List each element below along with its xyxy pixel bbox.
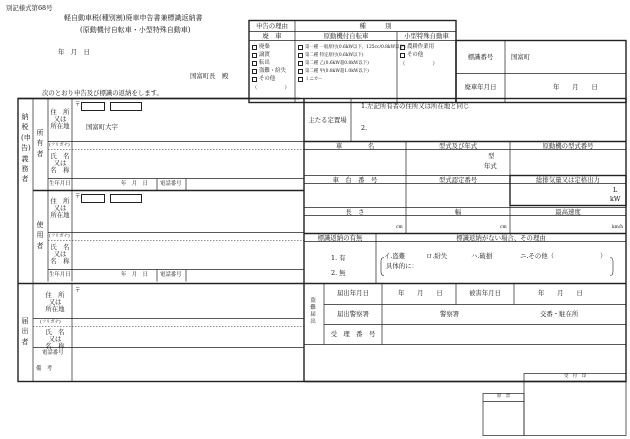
reporter-phone-label: 電話番号	[42, 350, 64, 356]
owner-name-label: 氏 名 又は 名 称	[50, 152, 70, 174]
reporter-address-label: 住 所 又は 所在地	[45, 291, 65, 313]
checkbox-genki-2[interactable]	[298, 53, 303, 58]
engine-model-label: 原動機の型式番号	[542, 142, 594, 150]
user-phone-label: 電話番号	[160, 272, 182, 278]
form-title: 軽自動車税(種別割)廃車申告書兼標識返納書	[64, 14, 203, 22]
owner-side-label: 所有者	[36, 129, 44, 158]
speed-label: 最高速度	[555, 208, 581, 216]
storage-option-2[interactable]: 2.	[361, 124, 368, 132]
no-return-reason-label: 標識返納がない場合、その理由	[456, 234, 546, 242]
reason-haiki: 廃棄	[259, 44, 270, 50]
checkbox-kogata-sonota[interactable]	[400, 53, 405, 58]
kogata-label: 小型特殊自動車	[404, 32, 449, 40]
width-unit: cm	[500, 225, 507, 230]
checkbox-minicar[interactable]	[298, 77, 303, 82]
user-zip-first[interactable]	[81, 194, 105, 203]
length-unit: cm	[396, 225, 403, 230]
form-subtitle: (原動機付自転車・小型特殊自動車)	[80, 26, 191, 34]
model-year-label: 型式及び年式	[438, 142, 478, 150]
station-value[interactable]: 交番・駐在所	[540, 310, 579, 318]
return-reason-hason[interactable]: ハ.破損	[471, 252, 493, 260]
unit-kw: kW	[610, 195, 621, 203]
return-reason-tonan[interactable]: イ.盗難	[384, 252, 406, 260]
return-detail-label: 具体的に：	[386, 262, 418, 270]
reason-joto: 譲渡	[259, 52, 270, 58]
addressee: 国富町長 殿	[190, 72, 229, 80]
kind-label: 種 別	[359, 22, 392, 30]
receipt-stamp-label: 受 付 印	[564, 374, 586, 379]
haisha-date-label: 廃車年月日	[464, 83, 497, 91]
checkbox-tonan[interactable]	[252, 69, 257, 74]
checkbox-noko[interactable]	[400, 45, 405, 50]
genki-type-1: 第一種 一般原付(0.6kW以下、125cc/0.8kW以下)	[305, 45, 406, 50]
checkbox-haiki[interactable]	[252, 45, 257, 50]
genki-label: 原動機付自転車	[323, 32, 369, 40]
reporter-name-label: 氏 名 又は 名 称	[45, 328, 65, 350]
owner-address-label: 住 所 又は 所在地	[50, 108, 70, 130]
theft-side-label: 盗難届出	[310, 298, 316, 325]
form-number: 別記様式第68号	[6, 4, 53, 12]
reporter-side-label: 届出者	[21, 317, 29, 346]
storage-option-1[interactable]: 1.左記所有者の住所又は所在地と同じ	[361, 102, 470, 110]
kogata-paren: （ ）	[400, 61, 438, 67]
user-birth-label: 生年月日	[49, 272, 71, 278]
header-date: 年 月 日	[58, 48, 90, 56]
reason-tonan: 盗難・紛失	[259, 68, 286, 74]
frame-number-label: 車 台 番 号	[332, 176, 378, 184]
length-label: 長 さ	[345, 208, 365, 216]
checkbox-genki-1[interactable]	[298, 45, 303, 50]
reporter-furigana-label: (フリガナ)	[40, 320, 61, 325]
model-unit: 型	[488, 152, 495, 160]
plate-label: 標識番号	[467, 53, 494, 61]
reporter-zip-mark: 〒	[75, 288, 81, 294]
user-birth-value[interactable]: 年 月 日	[121, 272, 148, 278]
genki-type-4: 第二種 甲(0.8kW超1.0kW以下)	[305, 69, 369, 74]
cert-number-label: 型式認定番号	[438, 176, 478, 184]
report-date-label: 届出年月日	[337, 289, 369, 297]
return-option-no[interactable]: 2. 無	[331, 269, 346, 277]
storage-label: 主たる定置場	[308, 116, 347, 124]
ledger-label: 原 票	[496, 394, 511, 399]
kogata-type-noko: 農耕作業用	[407, 44, 434, 50]
taxpayer-side-label: 納税(申告)義務者	[21, 113, 31, 184]
checkbox-joto[interactable]	[252, 53, 257, 58]
owner-phone-label: 電話番号	[160, 181, 182, 187]
return-reason-close: ）	[600, 252, 607, 260]
return-label: 標識返納の有無	[317, 234, 363, 242]
unit-l: L	[613, 186, 618, 194]
return-reason-sonota[interactable]: ニ.その他（	[520, 252, 554, 260]
reason-label: 申告の理由	[256, 22, 288, 30]
police-value[interactable]: 警察署	[440, 310, 460, 318]
reason-sonota: その他	[259, 76, 276, 82]
report-date-value[interactable]: 年 月 日	[398, 289, 443, 297]
user-furigana-label: (フリガナ)	[49, 234, 70, 239]
return-option-yes[interactable]: 1. 有	[331, 254, 346, 262]
receipt-number-label: 受 理 番 号	[330, 330, 376, 338]
damage-date-label: 被害年月日	[469, 289, 501, 297]
owner-birth-label: 生年月日	[49, 181, 71, 187]
remarks-label: 備 考	[36, 366, 53, 372]
width-label: 幅	[454, 208, 462, 216]
genki-type-2: 第二種 特定原付(0.6kW以下)	[305, 53, 364, 58]
genki-type-3: 第二種 乙(0.6kW超0.8kW以下)	[305, 61, 369, 66]
haisha-label: 廃 車	[262, 32, 282, 40]
reason-paren: （ ）	[252, 85, 290, 91]
user-side-label: 使用者	[36, 221, 44, 250]
displacement-label: 総排気量又は定格出力	[536, 176, 600, 184]
owner-furigana-label: (フリガナ)	[49, 143, 70, 148]
damage-date-value[interactable]: 年 月 日	[538, 289, 583, 297]
genki-type-minicar: ミニカー	[305, 77, 323, 82]
police-label: 届出警察署	[337, 310, 369, 318]
user-zip-second[interactable]	[110, 194, 142, 203]
user-name-label: 氏 名 又は 名 称	[50, 243, 70, 265]
user-address-label: 住 所 又は 所在地	[50, 197, 70, 219]
owner-zip-mark: 〒	[75, 102, 81, 108]
intro-text: 次のとおり申告及び標識の返納をします。	[42, 89, 163, 97]
user-zip-mark: 〒	[75, 194, 81, 200]
kogata-type-sonota: その他	[407, 52, 424, 58]
speed-unit: km/h	[612, 225, 624, 230]
owner-zip-second[interactable]	[110, 102, 142, 111]
year-unit: 年式	[484, 162, 497, 170]
haisha-date-value[interactable]: 年 月 日	[553, 83, 598, 91]
checkbox-tenshutsu[interactable]	[252, 61, 257, 66]
checkbox-genki-3[interactable]	[298, 61, 303, 66]
owner-address-value[interactable]: 国富町大字	[86, 123, 118, 131]
reason-tenshutsu: 転出	[259, 60, 270, 66]
plate-value[interactable]: 国富町	[511, 53, 531, 61]
owner-zip-first[interactable]	[81, 102, 105, 111]
vehicle-name-label: 車 名	[335, 142, 375, 150]
checkbox-sonota[interactable]	[252, 77, 257, 82]
checkbox-genki-4[interactable]	[298, 69, 303, 74]
return-reason-funshitsu[interactable]: ロ.紛失	[426, 252, 448, 260]
owner-birth-value[interactable]: 年 月 日	[121, 181, 148, 187]
